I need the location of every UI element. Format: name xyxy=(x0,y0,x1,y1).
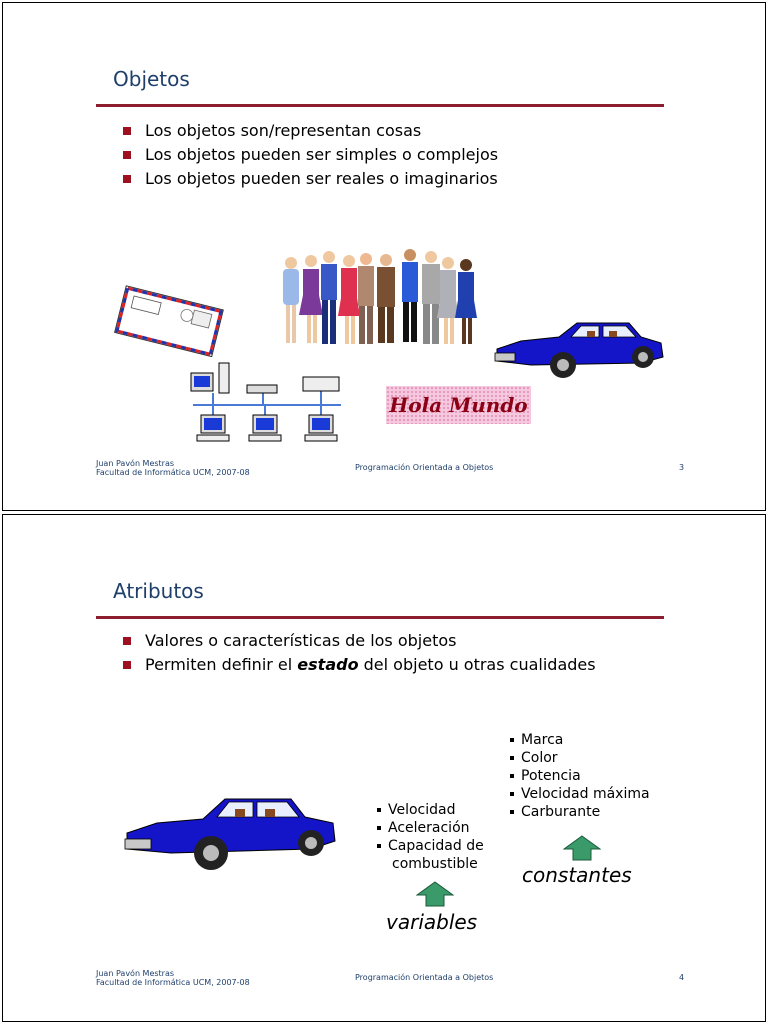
footer-course: Programación Orientada a Objetos xyxy=(355,463,494,472)
list-item: Potencia xyxy=(509,767,650,785)
list-item: Carburante xyxy=(509,803,650,821)
car-image xyxy=(491,315,667,383)
bullet-item: Los objetos son/representan cosas xyxy=(119,119,498,143)
bullet-square-icon xyxy=(123,637,131,645)
up-arrow-icon xyxy=(563,835,601,861)
bullet-square-icon xyxy=(123,151,131,159)
list-item: Aceleración xyxy=(376,819,484,837)
slide-4 xyxy=(2,514,766,1022)
bullet-item: Los objetos pueden ser simples o complejos xyxy=(119,143,498,167)
list-item: Color xyxy=(509,749,650,767)
car-image xyxy=(121,787,343,877)
bullet-item: Permiten definir el estado del objeto u otras cualidades xyxy=(119,653,596,677)
bullet-list xyxy=(119,119,498,191)
bullet-square-icon xyxy=(123,661,131,669)
title-rule xyxy=(96,104,664,107)
slide-title: Atributos xyxy=(113,579,204,603)
footer-author: Juan Pavón Mestras Facultad de Informática UCM, 2007-08 xyxy=(96,969,250,987)
footer-course: Programación Orientada a Objetos xyxy=(355,973,494,982)
slide-3 xyxy=(2,2,766,511)
footer-author: Juan Pavón Mestras Facultad de Informática UCM, 2007-08 xyxy=(96,459,250,477)
people-group-image xyxy=(277,247,481,351)
list-item: combustible xyxy=(392,856,478,872)
network-image xyxy=(183,359,345,449)
list-item: Capacidad de xyxy=(376,837,484,855)
bullet-square-icon xyxy=(123,175,131,183)
list-item: Marca xyxy=(509,731,650,749)
page-number: 3 xyxy=(679,463,685,472)
page-number: 4 xyxy=(679,973,685,982)
up-arrow-icon xyxy=(416,881,454,907)
variables-list xyxy=(376,801,484,873)
variables-label: variables xyxy=(386,910,478,934)
hola-mundo-box: Hola Mundo xyxy=(386,386,531,424)
bullet-square-icon xyxy=(123,127,131,135)
list-item: Velocidad máxima xyxy=(509,785,650,803)
list-item: Velocidad xyxy=(376,801,484,819)
slide-title: Objetos xyxy=(113,67,190,91)
title-rule xyxy=(96,616,664,619)
bullet-item: Los objetos pueden ser reales o imaginarios xyxy=(119,167,498,191)
constants-label: constantes xyxy=(522,863,632,887)
bullet-list xyxy=(119,629,596,677)
envelope-image xyxy=(111,285,226,357)
bullet-item: Valores o características de los objetos xyxy=(119,629,596,653)
constants-list xyxy=(509,731,650,821)
